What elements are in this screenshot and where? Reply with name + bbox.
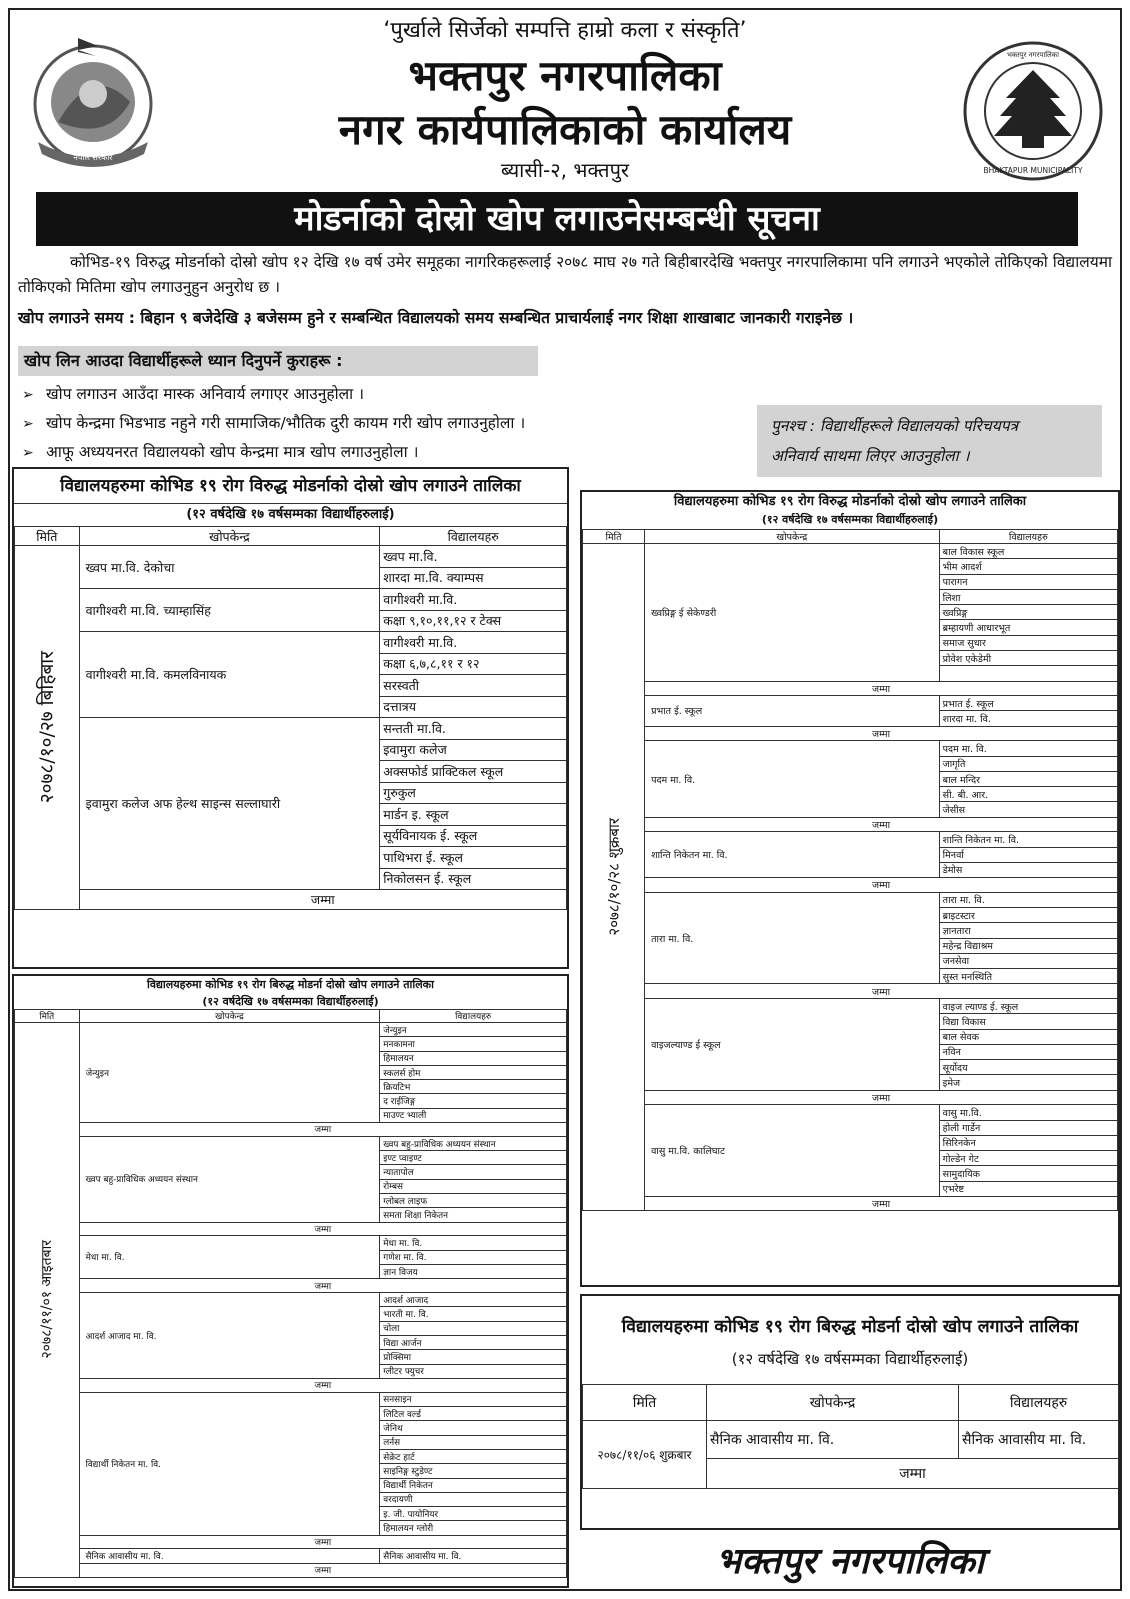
- schedule-grid: [582, 529, 1118, 1211]
- column-header: खोपकेन्द्र: [79, 527, 380, 546]
- address: ब्यासी-२, भक्तपुर: [500, 158, 630, 182]
- total-label: जम्मा: [707, 1459, 1119, 1489]
- school-name: [939, 666, 1117, 681]
- vaccination-center: तारा मा. वि.: [645, 892, 940, 984]
- school-name: बाल सेवक: [939, 1029, 1117, 1044]
- school-name: समाज सुधार: [939, 635, 1117, 650]
- total-row: [583, 1090, 1118, 1105]
- school-name: साइनिङ्ग स्टुडेण्ट: [380, 1464, 567, 1478]
- total-row: [583, 817, 1118, 832]
- school-name: प्रोवेश एकेडेमी: [939, 651, 1117, 666]
- total-row: [583, 1196, 1118, 1211]
- school-name: इ. जी. पायोनियर: [380, 1507, 567, 1521]
- school-name: ज्ञानतारा: [939, 923, 1117, 938]
- school-name: माउण्ट भ्याली: [380, 1108, 567, 1122]
- school-name: सरस्वती: [380, 675, 567, 697]
- school-name: इण्ट प्वाइण्ट: [380, 1151, 567, 1165]
- municipality-title: भक्तपुर नगरपालिका: [408, 51, 722, 100]
- list-item: ➢ आफू अध्ययनरत विद्यालयको खोप केन्द्रमा मात्र खोप लगाउनुहोला ।: [22, 438, 742, 467]
- svg-text:भक्तपुर नगरपालिका: भक्तपुर नगरपालिका: [1007, 51, 1059, 59]
- school-name: शारदा मा. वि.: [939, 711, 1117, 726]
- vaccination-center: सैनिक आवासीय मा. वि.: [79, 1549, 380, 1563]
- school-name: मार्डन इ. स्कूल: [380, 804, 567, 826]
- school-name: ब्रम्हायणी आधारभूत: [939, 620, 1117, 635]
- school-name: गोल्डेन गेट: [939, 1151, 1117, 1166]
- school-name: जेसीस: [939, 802, 1117, 817]
- schedule-grid: [14, 1009, 567, 1578]
- column-header: विद्यालयहरु: [959, 1385, 1119, 1421]
- school-name: सेक्रेट हार्ट: [380, 1449, 567, 1463]
- school-name: इवामुरा कलेज: [380, 739, 567, 761]
- school-name: ख्वप बहु-प्राविधिक अध्ययन संस्थान: [380, 1136, 567, 1150]
- school-name: मिनर्वा: [939, 847, 1117, 862]
- intro-paragraph: कोभिड-१९ विरुद्ध मोडर्नाको दोस्रो खोप १२ देखि १७ वर्ष उमेर समूहका नागरिकहरूलाई २०७८ माघ २७ गते बिहीबारदेखि भक्तपुर नगरपालिकामा पनि लगाउने भएकोले तोकिएको विद्यालयमा तोकिएको मितिमा खोप लगाउनुहुन अनुरोध छ ।: [18, 253, 1112, 296]
- table-row: [15, 546, 567, 568]
- vaccination-center: वागीश्वरी मा.वि. कमलविनायक: [79, 632, 380, 718]
- schedule-table-4: [580, 1294, 1120, 1530]
- school-name: हिमालयन ग्लोरी: [380, 1521, 567, 1535]
- table-row: [15, 718, 567, 740]
- header-row: [15, 1010, 567, 1023]
- school-name: ज्ञान विजय: [380, 1265, 567, 1279]
- vaccination-center: पदम मा. वि.: [645, 741, 940, 817]
- school-name: गुरुकुल: [380, 782, 567, 804]
- date-cell: [583, 544, 645, 1211]
- column-header: खोपकेन्द्र: [645, 530, 940, 544]
- table-row: [15, 1392, 567, 1406]
- total-label: जम्मा: [645, 817, 1118, 832]
- school-name: शारदा मा.वि. क्याम्पस: [380, 567, 567, 589]
- column-header: मिति: [15, 1010, 80, 1023]
- total-label: जम्मा: [645, 726, 1118, 741]
- school-name: डेमोस: [939, 862, 1117, 877]
- school-name: ग्लोबल लाइफ: [380, 1194, 567, 1208]
- vaccination-center: ख्वप मा.वि. देकोचा: [79, 546, 380, 589]
- school-name: सूर्योदय: [939, 1060, 1117, 1075]
- timing-paragraph: खोप लगाउने समय : बिहान ९ बजेदेखि ३ बजेसम्म हुने र सम्बन्धित विद्यालयको समय सम्बन्धित प्राचार्यलाई नगर शिक्षा शाखाबाट जानकारी गराइनेछ ।: [18, 309, 854, 327]
- total-label: जम्मा: [79, 890, 566, 910]
- school-name: ख्वप्रिङ्ग: [939, 605, 1117, 620]
- arrow-bullet-icon: ➢: [22, 387, 34, 403]
- school-name: वागीश्वरी मा.वि.: [380, 632, 567, 654]
- school-name: क्रियटिभ: [380, 1080, 567, 1094]
- column-header: विद्यालयहरु: [380, 1010, 567, 1023]
- school-name: विद्यार्थी निकेतन: [380, 1478, 567, 1492]
- vaccination-center: वासु मा.वि. कालिघाट: [645, 1105, 940, 1197]
- date-label: २०७८/१०/२८ शुक्रबार: [604, 818, 623, 937]
- school-name: समता शिक्षा निकेतन: [380, 1208, 567, 1222]
- total-label: जम्मा: [79, 1123, 566, 1137]
- arrow-bullet-icon: ➢: [22, 416, 34, 432]
- office-title: नगर कार्यपालिकाको कार्यालय: [338, 105, 792, 154]
- total-row: [15, 890, 567, 910]
- school-name: हिमालयन: [380, 1051, 567, 1065]
- school-name: न्यातापोल: [380, 1165, 567, 1179]
- school-name: चोला: [380, 1321, 567, 1335]
- school-name: गणेश मा. वि.: [380, 1250, 567, 1264]
- table-title: विद्यालयहरुमा कोभिड १९ रोग बिरुद्ध मोडर्ना दोस्रो खोप लगाउने तालिका: [147, 978, 434, 991]
- school-name: होली गार्डेन: [939, 1120, 1117, 1135]
- total-row: [583, 878, 1118, 893]
- vaccination-center: शान्ति निकेतन मा. वि.: [645, 832, 940, 878]
- date-cell: [15, 546, 80, 910]
- table-row: [583, 998, 1118, 1013]
- date-cell: २०७८/११/०६ शुक्रबार: [583, 1421, 707, 1489]
- school-name: प्रभात ई. स्कूल: [939, 696, 1117, 711]
- school-name: सन्तती मा.वि.: [380, 718, 567, 740]
- school-name: द राईजिङ्ग: [380, 1094, 567, 1108]
- school-name: विद्या विकास: [939, 1014, 1117, 1029]
- total-label: जम्मा: [645, 984, 1118, 999]
- school-name: जेन्युइन: [380, 1023, 567, 1037]
- header-row: [583, 1385, 1119, 1421]
- table-row: [15, 1549, 567, 1563]
- list-item: ➢ खोप लगाउन आउँदा मास्क अनिवार्य लगाएर आउनुहोला ।: [22, 380, 742, 409]
- school-name: पारागन: [939, 574, 1117, 589]
- school-name: लिटिल वर्ल्ड: [380, 1407, 567, 1421]
- school-name: सिरिनकेन: [939, 1135, 1117, 1150]
- total-row: [15, 1279, 567, 1293]
- school-name: वाइज ल्याण्ड ई. स्कूल: [939, 998, 1117, 1013]
- schedule-grid: [14, 526, 567, 910]
- school-name: निकोलसन ई. स्कूल: [380, 868, 567, 890]
- school-name: तारा मा. वि.: [939, 892, 1117, 907]
- school-name: नविन: [939, 1044, 1117, 1059]
- table-title: विद्यालयहरुमा कोभिड १९ रोग बिरुद्ध मोडर्ना दोस्रो खोप लगाउने तालिका: [621, 1317, 1079, 1337]
- postscript-note: पुनश्च : विद्यार्थीहरूले विद्यालयको परिचयपत्र अनिवार्य साथमा लिएर आउनुहोला ।: [757, 405, 1102, 477]
- table-row: [15, 1023, 567, 1037]
- school-name: सामुदायिक: [939, 1166, 1117, 1181]
- vaccination-center: ख्वप बहु-प्राविधिक अध्ययन संस्थान: [79, 1136, 380, 1222]
- total-label: जम्मा: [645, 878, 1118, 893]
- total-row: [15, 1378, 567, 1392]
- table-title: विद्यालयहरुमा कोभिड १९ रोग विरुद्ध मोडर्नाको दोस्रो खोप लगाउने तालिका: [673, 494, 1027, 509]
- school-name: महेन्द्र विद्याश्रम: [939, 938, 1117, 953]
- school-name: जागृति: [939, 756, 1117, 771]
- vaccination-center: मेधा मा. वि.: [79, 1236, 380, 1279]
- total-row: [583, 681, 1118, 696]
- vaccination-center: सैनिक आवासीय मा. वि.: [707, 1421, 959, 1459]
- table-row: [583, 696, 1118, 711]
- table-row: [15, 632, 567, 654]
- table-subtitle: (१२ वर्षदेखि १७ वर्षसम्मका विद्यार्थीहरुलाई): [731, 1350, 969, 1368]
- column-header: खोपकेन्द्र: [79, 1010, 380, 1023]
- school-name: लर्नस: [380, 1435, 567, 1449]
- total-label: जम्मा: [79, 1535, 566, 1549]
- school-name: भीम आदर्श: [939, 559, 1117, 574]
- date-cell: [15, 1023, 80, 1578]
- total-row: [15, 1563, 567, 1577]
- vaccination-center: प्रभात ई. स्कूल: [645, 696, 940, 727]
- column-header: मिति: [15, 527, 80, 546]
- table-row: [15, 1136, 567, 1150]
- school-name: रोम्बस: [380, 1179, 567, 1193]
- total-label: जम्मा: [645, 1090, 1118, 1105]
- instructions-list: [22, 380, 742, 467]
- total-row: [15, 1222, 567, 1236]
- total-row: [583, 984, 1118, 999]
- school-name: ब्राइटस्टार: [939, 907, 1117, 922]
- table-row: [583, 1421, 1119, 1459]
- vaccination-center: आदर्श आजाद मा. वि.: [79, 1293, 380, 1379]
- column-header: विद्यालयहरु: [380, 527, 567, 546]
- total-row: [15, 1535, 567, 1549]
- motto: ‘पुर्खाले सिर्जेको सम्पत्ति हाम्रो कला र संस्कृति’: [383, 18, 747, 43]
- schedule-grid: [582, 1384, 1119, 1489]
- school-name: सैनिक आवासीय मा. वि.: [380, 1549, 567, 1563]
- school-name: कक्षा ९,१०,११,१२ र टेक्स: [380, 610, 567, 632]
- attention-heading: खोप लिन आउदा विद्यार्थीहरूले ध्यान दिनुपर्ने कुराहरू :: [18, 346, 538, 376]
- table-title: विद्यालयहरुमा कोभिड १९ रोग विरुद्ध मोडर्नाको दोस्रो खोप लगाउने तालिका: [14, 469, 567, 504]
- date-label: २०७८/११/०१ आइतबार: [39, 1240, 56, 1360]
- column-header: मिति: [583, 1385, 707, 1421]
- school-name: वासु मा.वि.: [939, 1105, 1117, 1120]
- total-label: जम्मा: [645, 1196, 1118, 1211]
- table-row: [15, 1236, 567, 1250]
- schedule-table-3: [12, 974, 569, 1588]
- total-row: [583, 726, 1118, 741]
- column-header: मिति: [583, 530, 645, 544]
- school-name: बाल मन्दिर: [939, 771, 1117, 786]
- school-name: सी. बी. आर.: [939, 787, 1117, 802]
- school-name: वरदायणी: [380, 1492, 567, 1506]
- column-header: विद्यालयहरु: [939, 530, 1117, 544]
- school-name: सैनिक आवासीय मा. वि.: [959, 1421, 1119, 1459]
- arrow-bullet-icon: ➢: [22, 445, 34, 461]
- header-row: [583, 530, 1118, 544]
- school-name: कक्षा ६,७,८,११ र १२: [380, 653, 567, 675]
- schedule-table-1: [12, 467, 569, 969]
- total-label: जम्मा: [645, 681, 1118, 696]
- total-label: जम्मा: [79, 1563, 566, 1577]
- vaccination-center: जेन्युइन: [79, 1023, 380, 1123]
- total-row: [15, 1123, 567, 1137]
- school-name: वागीश्वरी मा.वि.: [380, 589, 567, 611]
- vaccination-center: इवामुरा कलेज अफ हेल्थ साइन्स सल्लाघारी: [79, 718, 380, 890]
- school-name: जेनिथ: [380, 1421, 567, 1435]
- vaccination-center: वागीश्वरी मा.वि. च्याम्हासिंह: [79, 589, 380, 632]
- school-name: मेधा मा. वि.: [380, 1236, 567, 1250]
- vaccination-center: वाइजल्याण्ड ई स्कूल: [645, 998, 940, 1090]
- table-row: [15, 1293, 567, 1307]
- header-row: [15, 527, 567, 546]
- svg-text:नेपाल सरकार: नेपाल सरकार: [73, 153, 113, 162]
- school-name: जनसेवा: [939, 953, 1117, 968]
- school-name: इमेज: [939, 1075, 1117, 1090]
- school-name: भारती मा. वि.: [380, 1307, 567, 1321]
- table-row: [583, 741, 1118, 756]
- school-name: पदम मा. वि.: [939, 741, 1117, 756]
- school-name: सूर्यविनायक ई. स्कूल: [380, 825, 567, 847]
- footer-signature: भक्तपुर नगरपालिका: [715, 1541, 985, 1582]
- table-row: [15, 589, 567, 611]
- school-name: ख्वप मा.वि.: [380, 546, 567, 568]
- school-name: प्रोक्सिमा: [380, 1350, 567, 1364]
- list-item: ➢ खोप केन्द्रमा भिडभाड नहुने गरी सामाजिक/भौतिक दुरी कायम गरी खोप लगाउनुहोला ।: [22, 409, 742, 438]
- table-subtitle: (१२ वर्षदेखि १७ वर्षसम्मका विद्यार्थीहरुलाई): [186, 507, 395, 522]
- date-label: २०७८/१०/२७ बिहिबार: [35, 651, 58, 804]
- school-name: मनकामना: [380, 1037, 567, 1051]
- svg-text:BHAKTAPUR MUNICIPALITY: BHAKTAPUR MUNICIPALITY: [983, 166, 1083, 175]
- school-name: ग्लीटर फ्युचर: [380, 1364, 567, 1378]
- school-name: पाथिभरा ई. स्कूल: [380, 847, 567, 869]
- notice-title-banner: मोडर्नाको दोस्रो खोप लगाउनेसम्बन्धी सूचना: [36, 192, 1078, 246]
- school-name: बाल विकास स्कूल: [939, 544, 1117, 559]
- table-subtitle: (१२ वर्षदेखि १७ वर्षसम्मका विद्यार्थीहरुलाई): [761, 513, 939, 526]
- school-name: सनसाइन: [380, 1392, 567, 1406]
- vaccination-center: ख्वप्रिङ्ग ई सेकेण्डरी: [645, 544, 940, 682]
- vaccination-center: विद्यार्थी निकेतन मा. वि.: [79, 1392, 380, 1535]
- school-name: दत्तात्रय: [380, 696, 567, 718]
- school-name: शान्ति निकेतन मा. वि.: [939, 832, 1117, 847]
- table-row: [583, 544, 1118, 559]
- school-name: स्कलर्स होम: [380, 1065, 567, 1079]
- table-row: [583, 832, 1118, 847]
- schedule-table-2: [580, 490, 1120, 1287]
- school-name: एभरेष्ट: [939, 1181, 1117, 1196]
- table-row: [583, 892, 1118, 907]
- table-row: [583, 1105, 1118, 1120]
- total-label: जम्मा: [79, 1279, 566, 1293]
- total-label: जम्मा: [79, 1378, 566, 1392]
- school-name: विद्या आर्जन: [380, 1336, 567, 1350]
- school-name: आदर्श आजाद: [380, 1293, 567, 1307]
- school-name: अक्सफोर्ड प्राक्टिकल स्कूल: [380, 761, 567, 783]
- table-subtitle: (१२ वर्षदेखि १७ वर्षसम्मका विद्यार्थीहरुलाई): [202, 995, 379, 1008]
- school-name: सुस्त मनस्थिति: [939, 969, 1117, 984]
- column-header: खोपकेन्द्र: [707, 1385, 959, 1421]
- school-name: लिशा: [939, 589, 1117, 604]
- total-label: जम्मा: [79, 1222, 566, 1236]
